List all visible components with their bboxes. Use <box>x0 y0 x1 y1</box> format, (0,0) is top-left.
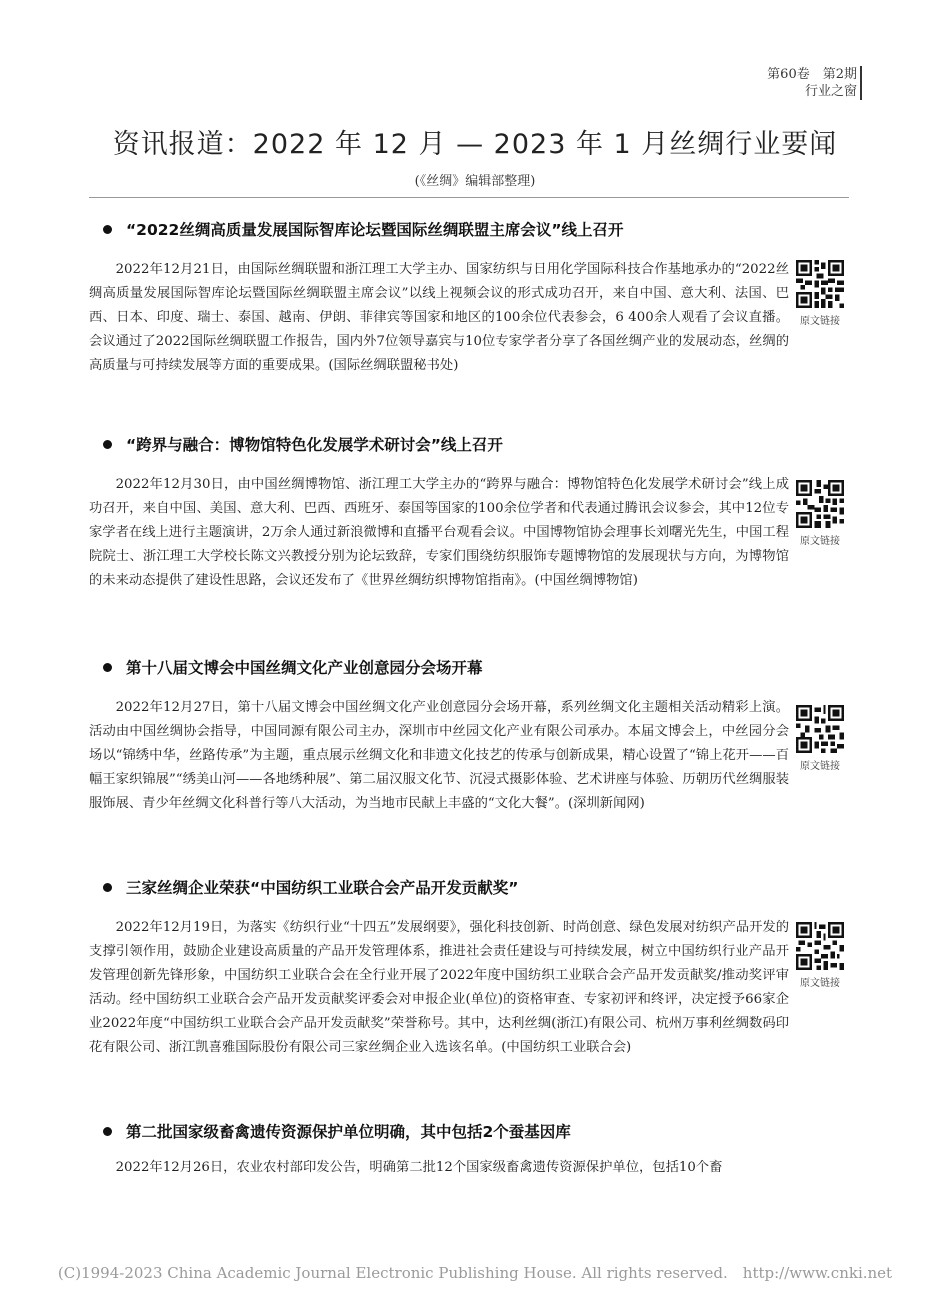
news-heading: “跨界与融合：博物馆特色化发展学术研讨会”线上召开 <box>89 431 789 459</box>
qr-code-icon <box>796 705 844 753</box>
qr-link-1[interactable] <box>796 260 844 327</box>
news-heading: 第十八届文博会中国丝绸文化产业创意园分会场开幕 <box>89 654 789 682</box>
bullet-icon <box>103 883 112 892</box>
news-body: 2022年12月19日，为落实《纺织行业“十四五”发展纲要》，强化科技创新、时尚创意、绿色发展对纺织产品开发的支撑引领作用，鼓励企业建设高质量的产品开发管理体系，推进社会责任建设与可持续发展，树立中国纺织行业产品开发管理创新先锋形象，中国纺织工业联合会在全行业开展了2022年度中国纺织工业联合会产品开发贡献奖/推动奖评审活动。经中国纺织工业联合会产品开发贡献奖评委会对申报企业(单位)的资格审查、专家初评和终评，决定授予66家企业2022年度“中国纺织工业联合会产品开发贡献奖”荣誉称号。其中，达利丝绸(浙江)有限公司、杭州万事利丝绸数码印花有限公司、浙江凯喜雅国际股份有限公司三家丝绸企业入选该名单。(中国纺织工业联合会) <box>89 920 789 1055</box>
journal-column: 行业之窗 <box>804 84 857 99</box>
news-section-4 <box>89 874 789 1060</box>
qr-code-icon <box>796 922 844 970</box>
qr-code-icon <box>796 260 844 308</box>
news-section-5 <box>89 1118 789 1180</box>
news-heading: 第二批国家级畜禽遗传资源保护单位明确，其中包括2个蚕基因库 <box>89 1118 789 1146</box>
bullet-icon <box>103 1127 112 1136</box>
title-rule <box>89 197 849 198</box>
qr-link-2[interactable] <box>796 480 844 547</box>
header-divider <box>860 66 862 100</box>
qr-link-3[interactable] <box>796 705 844 772</box>
bullet-icon <box>103 663 112 672</box>
qr-code-icon <box>796 480 844 528</box>
qr-caption: 原文链接 <box>800 536 840 547</box>
copyright-footer: (C)1994-2023 China Academic Journal Electronic Publishing House. All rights reserved. http://www.cnki.net <box>57 1264 893 1282</box>
news-body: 2022年12月30日，由中国丝绸博物馆、浙江理工大学主办的“跨界与融合：博物馆特色化发展学术研讨会”线上成功召开，来自中国、美国、意大利、巴西、西班牙、泰国等国家的100余位学者和代表通过腾讯会议参会，其中12位专家学者在线上进行主题演讲，2万余人通过新浪微博和直播平台观看会议。中国博物馆协会理事长刘曙光先生，中国工程院院士、浙江理工大学校长陈文兴教授分别为论坛致辞，专家们围绕纺织服饰专题博物馆的发展现状与方向，为博物馆的未来动态提供了建设性思路，会议还发布了《世界丝绸纺织博物馆指南》。(中国丝绸博物馆) <box>89 477 789 588</box>
qr-caption: 原文链接 <box>800 316 840 327</box>
page-title: 资讯报道：2022 年 12 月 — 2023 年 1 月丝绸行业要闻 <box>112 129 838 160</box>
news-body: 2022年12月26日，农业农村部印发公告，明确第二批12个国家级畜禽遗传资源保护单位，包括10个畜 <box>115 1160 723 1175</box>
journal-header <box>767 66 857 100</box>
news-section-3 <box>89 654 789 816</box>
news-body: 2022年12月27日，第十八届文博会中国丝绸文化产业创意园分会场开幕，系列丝绸文化主题相关活动精彩上演。活动由中国丝绸协会指导，中国同源有限公司主办，深圳市中丝园文化产业有限公司承办。本届文博会上，中丝园分会场以“锦绣中华，丝路传承”为主题，重点展示丝绸文化和非遗文化技艺的传承与创新成果，精心设置了“锦上花开——百幅王家织锦展”“绣美山河——各地绣种展”、第二届汉服文化节、沉浸式摄影体验、艺术讲座与体验、历朝历代丝绸服装服饰展、青少年丝绸文化科普行等八大活动，为当地市民献上丰盛的“文化大餐”。(深圳新闻网) <box>89 700 789 811</box>
qr-caption: 原文链接 <box>800 978 840 989</box>
page-subtitle: (《丝绸》编辑部整理) <box>414 174 536 189</box>
bullet-icon <box>103 225 112 234</box>
qr-link-4[interactable] <box>796 922 844 989</box>
news-heading: “2022丝绸高质量发展国际智库论坛暨国际丝绸联盟主席会议”线上召开 <box>89 216 789 244</box>
news-body: 2022年12月21日，由国际丝绸联盟和浙江理工大学主办、国家纺织与日用化学国际科技合作基地承办的“2022丝绸高质量发展国际智库论坛暨国际丝绸联盟主席会议”以线上视频会议的形式成功召开，来自中国、意大利、法国、巴西、日本、印度、瑞士、泰国、越南、伊朗、菲律宾等国家和地区的100余位代表参会，6 400余人观看了会议直播。会议通过了2022国际丝绸联盟工作报告，国内外7位领导嘉宾与10位专家学者分享了各国丝绸产业的发展动态，丝绸的高质量与可持续发展等方面的重要成果。(国际丝绸联盟秘书处) <box>89 262 789 373</box>
news-heading: 三家丝绸企业荣获“中国纺织工业联合会产品开发贡献奖” <box>89 874 789 902</box>
bullet-icon <box>103 440 112 449</box>
qr-caption: 原文链接 <box>800 761 840 772</box>
news-section-1 <box>89 216 789 378</box>
news-section-2 <box>89 431 789 593</box>
journal-volume: 第60卷 第2期 <box>767 67 857 82</box>
